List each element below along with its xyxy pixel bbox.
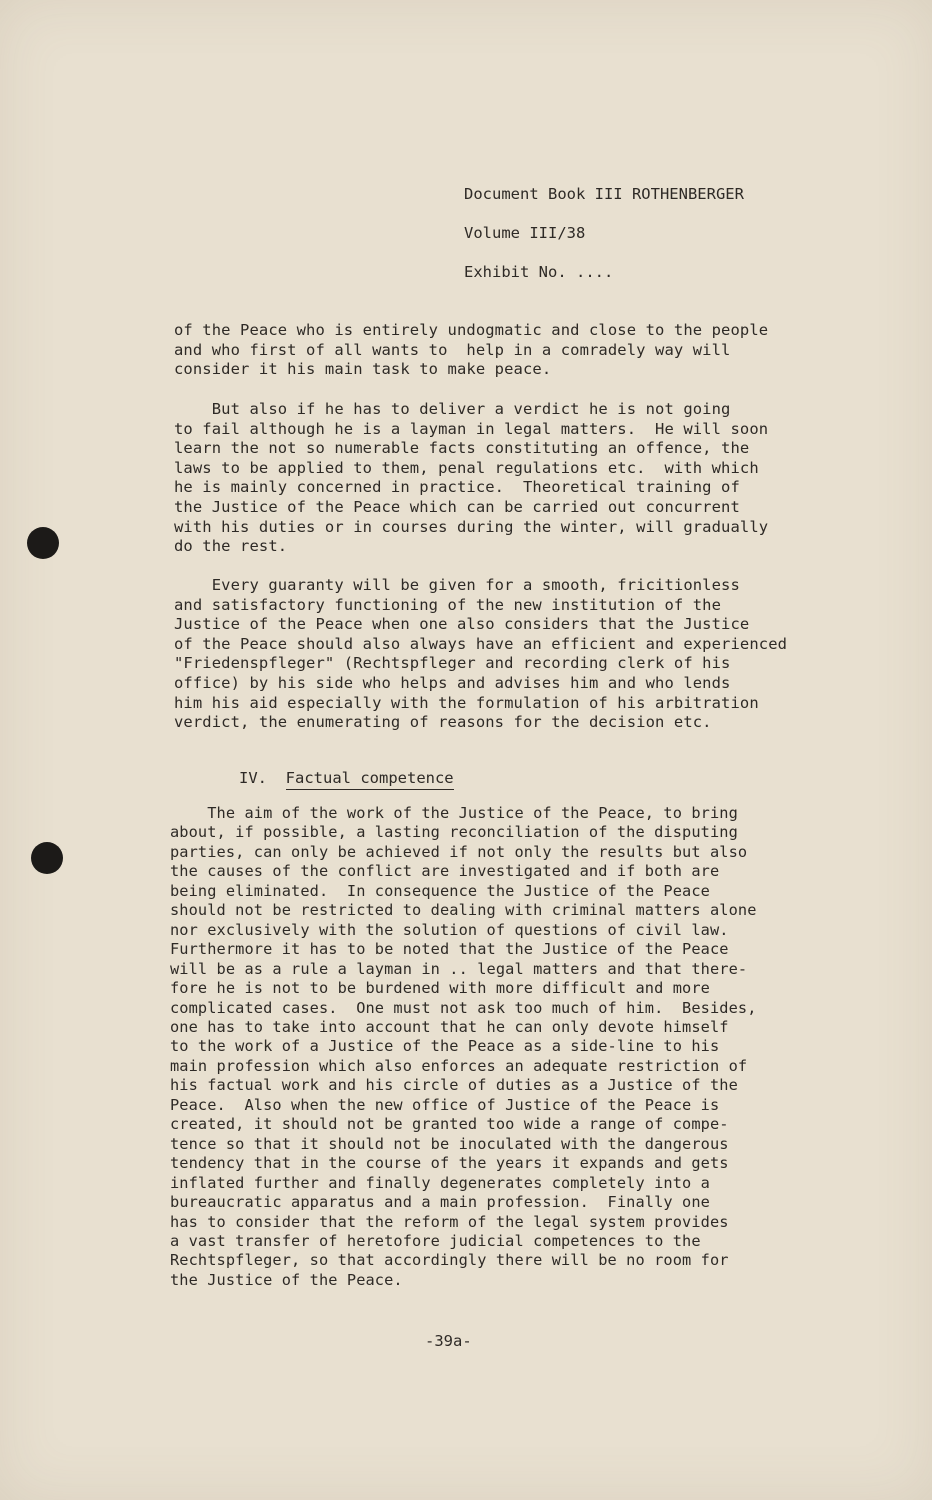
text-line: Justice of the Peace when one also considers that the Justice	[174, 615, 750, 634]
text-line: inflated further and finally degenerates completely into a	[170, 1173, 710, 1192]
text-line: being eliminated. In consequence the Justice of the Peace	[170, 881, 710, 900]
text-line: the Justice of the Peace.	[170, 1270, 403, 1289]
volume-label: Volume III/38	[464, 224, 586, 242]
text-line: he is mainly concerned in practice. Theoretical training of	[174, 478, 740, 497]
text-line: one has to take into account that he can only devote himself	[170, 1017, 729, 1036]
paragraph-2	[174, 400, 814, 557]
paragraph-3	[174, 576, 814, 733]
text-line: bureaucratic apparatus and a main profession. Finally one	[170, 1193, 710, 1212]
text-line: created, it should not be granted too wide a range of compe-	[170, 1115, 729, 1134]
text-line: should not be restricted to dealing with criminal matters alone	[170, 901, 757, 920]
text-line: tence so that it should not be inoculated with the dangerous	[170, 1134, 729, 1153]
text-line: consider it his main task to make peace.	[174, 360, 552, 379]
text-line: nor exclusively with the solution of questions of civil law.	[170, 920, 729, 939]
exhibit-label: Exhibit No. ....	[464, 263, 614, 281]
text-line: main profession which also enforces an adequate restriction of	[170, 1056, 748, 1075]
section-numeral: IV.	[239, 769, 267, 787]
text-line: him his aid especially with the formulation of his arbitration	[174, 693, 759, 712]
text-line: Furthermore it has to be noted that the Justice of the Peace	[170, 940, 729, 959]
text-line: complicated cases. One must not ask too much of him. Besides,	[170, 998, 757, 1017]
text-line: with his duties or in courses during the winter, will gradually	[174, 517, 769, 536]
text-line: the causes of the conflict are investigated and if both are	[170, 862, 720, 881]
document-header	[464, 184, 744, 301]
text-line: laws to be applied to them, penal regulations etc. with which	[174, 458, 759, 477]
text-line: parties, can only be achieved if not only the results but also	[170, 842, 748, 861]
paragraph-1	[174, 321, 814, 380]
text-line: and who first of all wants to help in a comradely way will	[174, 340, 731, 359]
text-line: office) by his side who helps and advises him and who lends	[174, 673, 731, 692]
text-line: a vast transfer of heretofore judicial competences to the	[170, 1231, 701, 1250]
text-line: "Friedenspfleger" (Rechtspfleger and recording clerk of his	[174, 654, 731, 673]
text-line: Rechtspfleger, so that accordingly there will be no room for	[170, 1251, 729, 1270]
text-line: verdict, the enumerating of reasons for the decision etc.	[174, 713, 712, 732]
text-line: to fail although he is a layman in legal matters. He will soon	[174, 419, 769, 438]
text-line: of the Peace should also always have an efficient and experienced	[174, 634, 788, 653]
text-line: has to consider that the reform of the legal system provides	[170, 1212, 729, 1231]
text-line: learn the not so numerable facts constituting an offence, the	[174, 439, 750, 458]
page-number: -39a-	[425, 1332, 472, 1350]
text-line: But also if he has to deliver a verdict he is not going	[174, 400, 731, 418]
text-line: the Justice of the Peace which can be carried out concurrent	[174, 497, 740, 516]
text-line: about, if possible, a lasting reconciliation of the disputing	[170, 823, 738, 842]
section-title: Factual competence	[286, 769, 454, 790]
text-line: fore he is not to be burdened with more difficult and more	[170, 979, 710, 998]
document-book-label: Document Book III ROTHENBERGER	[464, 185, 744, 203]
text-line: Peace. Also when the new office of Justice of the Peace is	[170, 1095, 720, 1114]
text-line: to the work of a Justice of the Peace as a side-line to his	[170, 1037, 720, 1056]
text-line: The aim of the work of the Justice of the Peace, to bring	[170, 804, 738, 822]
punch-hole-lower	[31, 842, 63, 874]
punch-hole-upper	[27, 527, 59, 559]
section-heading	[239, 769, 454, 787]
text-line: of the Peace who is entirely undogmatic and close to the people	[174, 321, 769, 339]
text-line: Every guaranty will be given for a smooth, fricitionless	[174, 576, 740, 594]
text-line: do the rest.	[174, 537, 288, 556]
paragraph-4	[170, 804, 820, 1290]
text-line: will be as a rule a layman in .. legal matters and that there-	[170, 959, 748, 978]
text-line: tendency that in the course of the years it expands and gets	[170, 1154, 729, 1173]
text-line: his factual work and his circle of duties as a Justice of the	[170, 1076, 738, 1095]
text-line: and satisfactory functioning of the new institution of the	[174, 595, 722, 614]
